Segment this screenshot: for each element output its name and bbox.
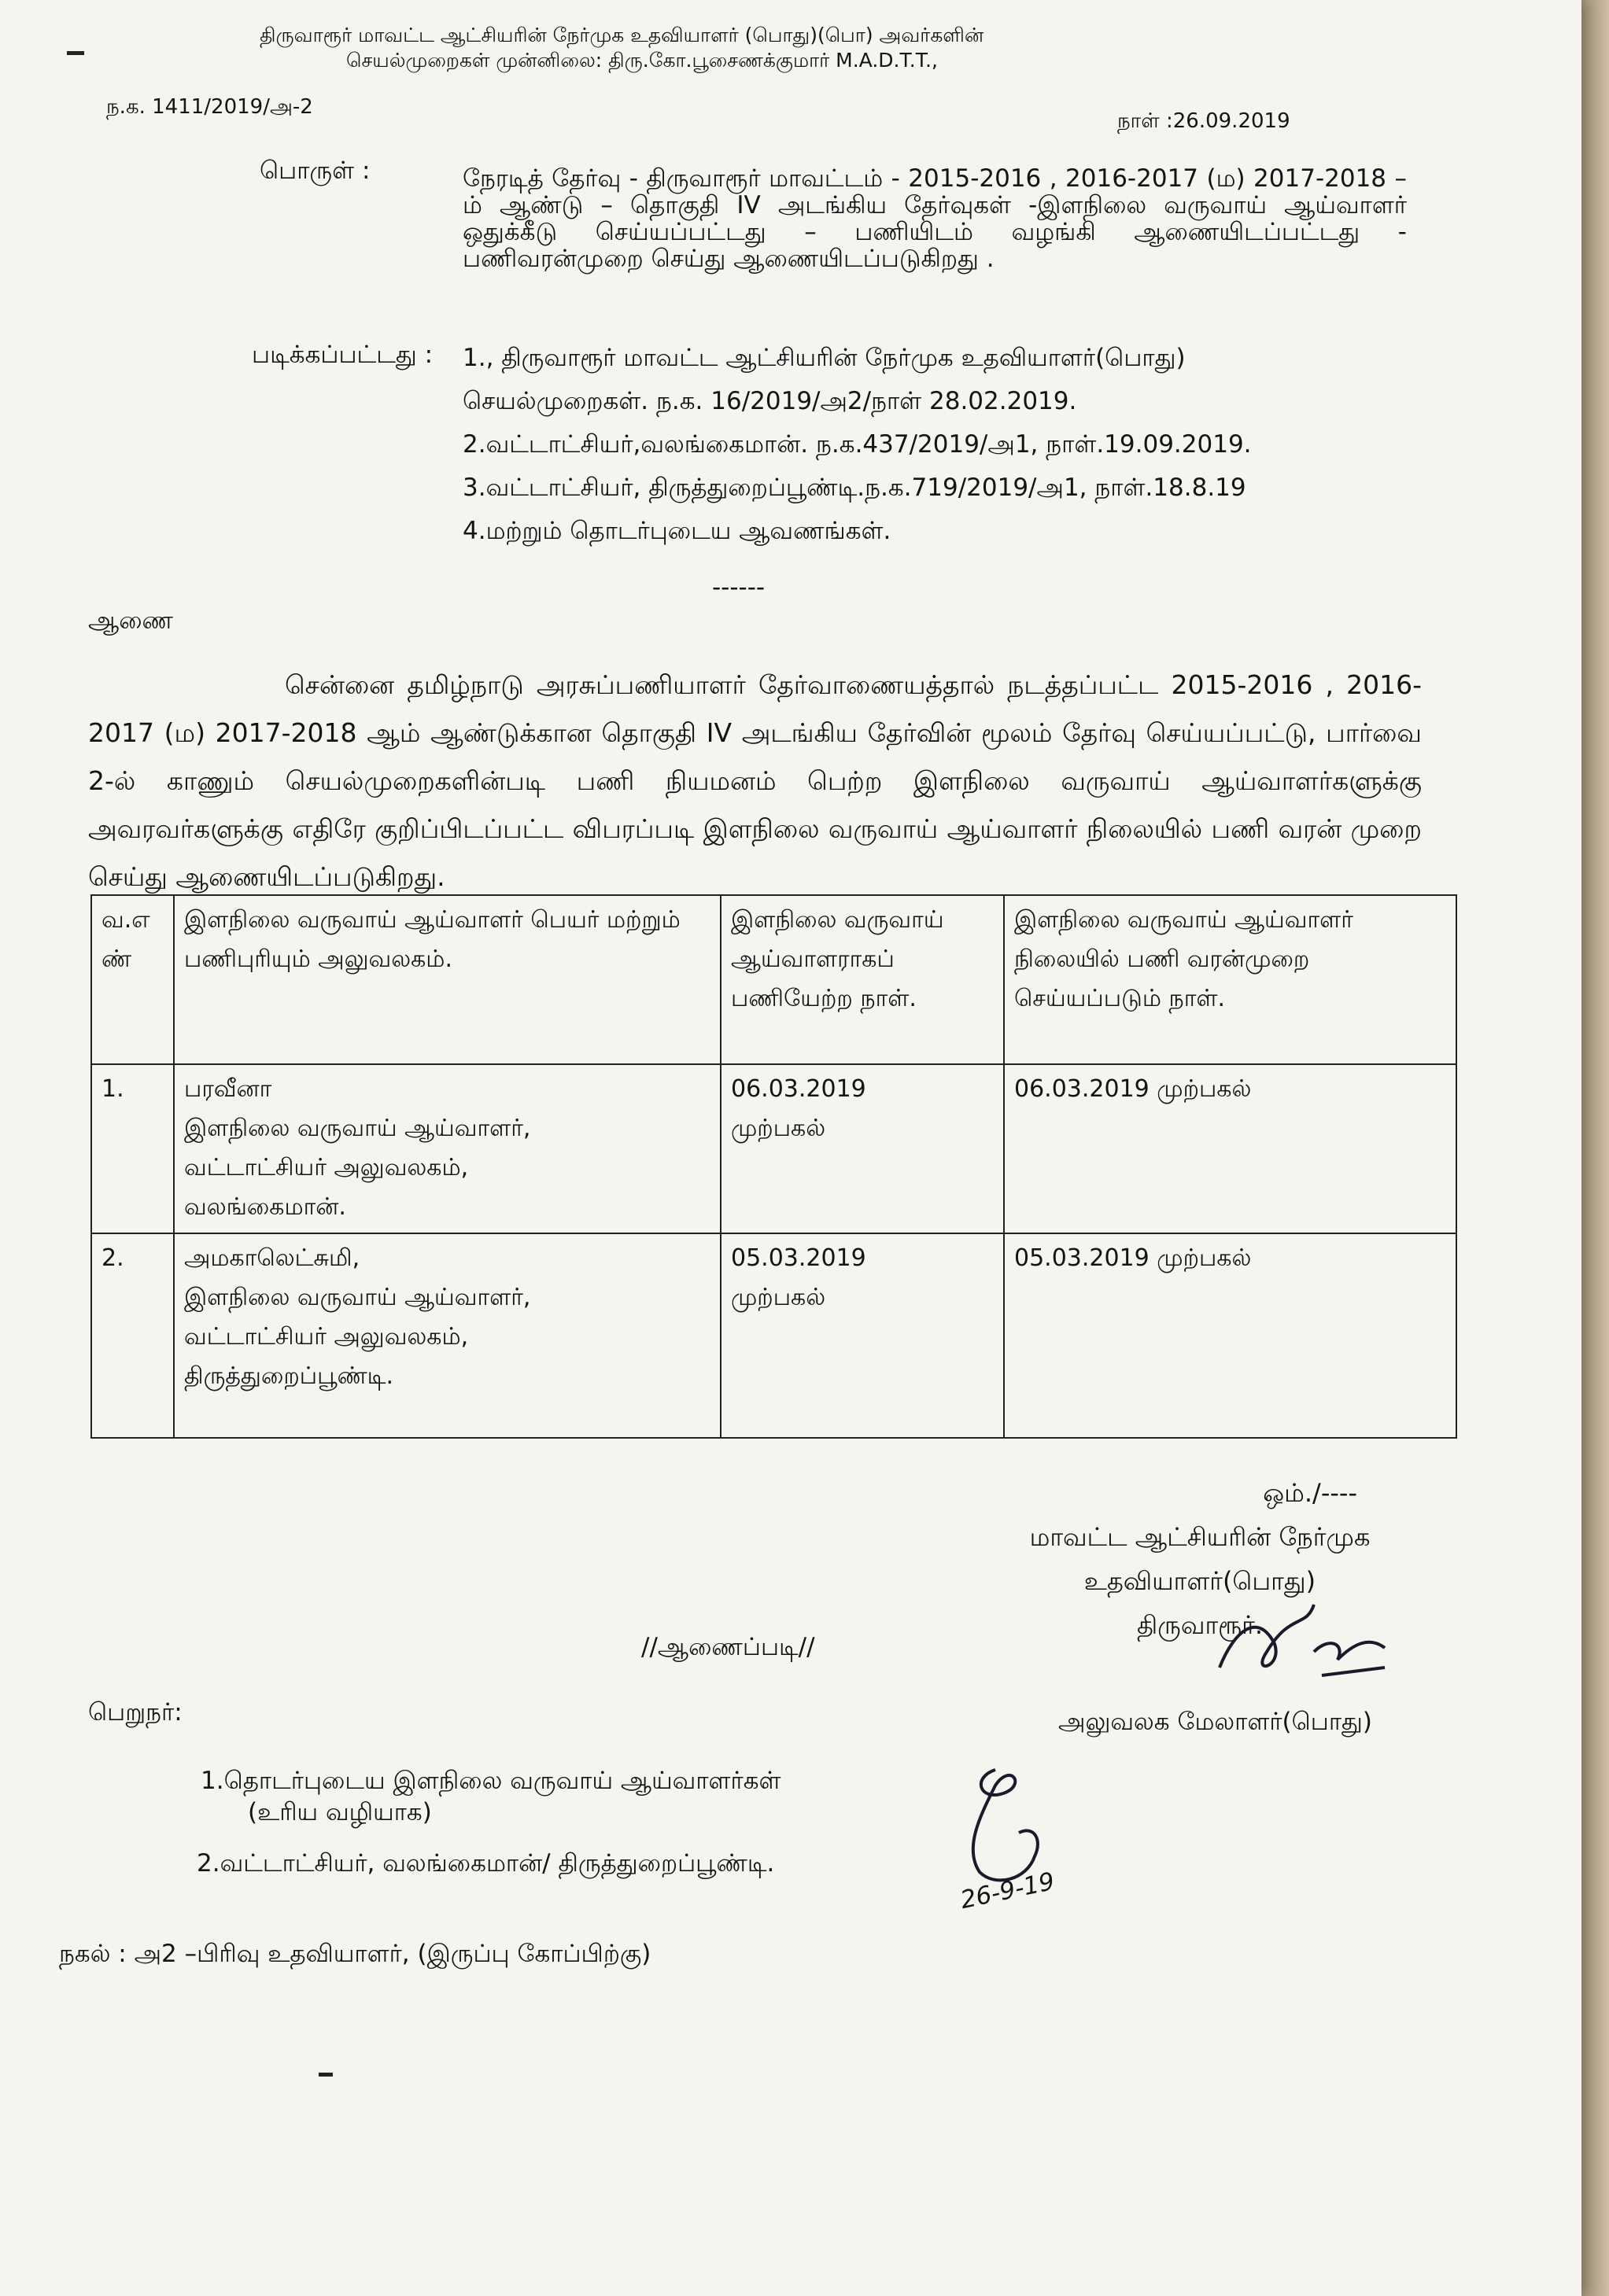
office-superintendent: அலுவலக மேலாளர்(பொது)	[1058, 1708, 1372, 1736]
order-body: சென்னை தமிழ்நாடு அரசுப்பணியாளர் தேர்வாணையத்தால் நடத்தப்பட்ட 2015-2016 , 2016-2017 (ம) 2017-2018 ஆம் ஆண்டுக்கான தொகுதி IV அடங்கிய தேர்வின் மூலம் தேர்வு செய்யப்பட்டு, பார்வை 2-ல் காணும் செயல்முறைகளின்படி பணி நியமனம் பெற்ற இளநிலை வருவாய் ஆய்வாளர்களுக்கு அவரவர்களுக்கு எதிரே குறிப்பிடப்பட்ட விபரப்படி இளநிலை வருவாய் ஆய்வாளர் நிலையில் பணி வரன் முறை செய்து ஆணையிடப்படுகிறது.	[88, 669, 1422, 892]
header-line-2: செயல்முறைகள் முன்னிலை: திரு.கோ.பூசைணக்குமார் M.A.D.T.T.,	[346, 49, 938, 72]
ink-mark	[319, 2073, 333, 2077]
references-list	[463, 337, 1430, 553]
handwritten-date: 26-9-19	[958, 1867, 1057, 1915]
recipient-item: 1.தொடர்புடைய இளநிலை வருவாய் ஆய்வாளர்கள்	[201, 1767, 781, 1795]
joining-date-value: 06.03.2019	[731, 1075, 866, 1103]
posting-table	[90, 894, 1457, 1439]
copy-to: நகல் : அ2 –பிரிவு உதவியாளர், (இருப்பு கோப்பிற்கு)	[59, 1940, 651, 1968]
reference-item: 1., திருவாரூர் மாவட்ட ஆட்சியரின் நேர்முக உதவியாளர்(பொது)	[463, 344, 1186, 372]
signatory-line-1: மாவட்ட ஆட்சியரின் நேர்முக	[1029, 1522, 1371, 1552]
officer-office: வட்டாட்சியர் அலுவலகம்,	[184, 1154, 469, 1181]
reference-item: 4.மற்றும் தொடர்புடைய ஆவணங்கள்.	[463, 517, 891, 545]
signatory-line-3: திருவாரூர்.	[1136, 1610, 1264, 1640]
ink-mark	[67, 51, 84, 55]
reference-number: ந.க. 1411/2019/அ-2	[106, 95, 313, 119]
joining-session: முற்பகல்	[731, 1115, 826, 1142]
row-name-office	[174, 1064, 721, 1233]
officer-place: திருத்துறைப்பூண்டி.	[184, 1362, 394, 1390]
officer-designation: இளநிலை வருவாய் ஆய்வாளர்,	[184, 1115, 531, 1142]
row-serial: 2.	[91, 1233, 174, 1438]
by-order: //ஆணைப்படி//	[641, 1633, 815, 1661]
officer-place: வலங்கைமான்.	[184, 1193, 346, 1221]
table-header-row	[91, 895, 1456, 1064]
officer-designation: இளநிலை வருவாய் ஆய்வாளர்,	[184, 1284, 531, 1311]
header-serial: வ.எ ண்	[91, 895, 174, 1064]
recipients-label: பெறுநர்:	[88, 1698, 183, 1727]
header-line-1: திருவாரூர் மாவட்ட ஆட்சியரின் நேர்முக உதவியாளர் (பொது)(பொ) அவர்களின்	[260, 24, 984, 46]
references-label: படிக்கப்பட்டது :	[252, 341, 434, 369]
signatory-line-2: உதவியாளர்(பொது)	[1083, 1566, 1316, 1596]
references-divider: ------	[712, 573, 766, 602]
table-row	[91, 1064, 1456, 1233]
recipient-item: (உரிய வழியாக)	[248, 1798, 432, 1826]
handwritten-initials	[1204, 1581, 1400, 1699]
row-regularisation-date: 05.03.2019 முற்பகல்	[1004, 1233, 1456, 1438]
desk-background	[1581, 0, 1609, 2296]
row-joining-date	[721, 1233, 1004, 1438]
row-serial: 1.	[91, 1064, 174, 1233]
subject-label: பொருள் :	[260, 157, 371, 185]
header-name-office: இளநிலை வருவாய் ஆய்வாளர் பெயர் மற்றும் பணிபுரியும் அலுவலகம்.	[174, 895, 721, 1064]
reference-item: 2.வட்டாட்சியர்,வலங்கைமான். ந.க.437/2019/அ1, நாள்.19.09.2019.	[463, 430, 1252, 459]
reference-item: செயல்முறைகள். ந.க. 16/2019/அ2/நாள் 28.02.2019.	[463, 387, 1077, 415]
row-name-office	[174, 1233, 721, 1438]
header-regularisation-date: இளநிலை வருவாய் ஆய்வாளர் நிலையில் பணி வரன்முறை செய்யப்படும் நாள்.	[1004, 895, 1456, 1064]
row-joining-date	[721, 1064, 1004, 1233]
joining-session: முற்பகல்	[731, 1284, 826, 1311]
recipient-item: 2.வட்டாட்சியர், வலங்கைமான்/ திருத்துறைப்பூண்டி.	[197, 1849, 775, 1878]
table-row	[91, 1233, 1456, 1438]
officer-office: வட்டாட்சியர் அலுவலகம்,	[184, 1323, 469, 1351]
officer-name: பரவீனா	[184, 1075, 272, 1103]
order-heading: ஆணை	[88, 606, 173, 635]
header-joining-date: இளநிலை வருவாய் ஆய்வாளராகப் பணியேற்ற நாள்.	[721, 895, 1004, 1064]
officer-name: அமகாலெட்சுமி,	[184, 1244, 360, 1272]
joining-date-value: 05.03.2019	[731, 1244, 866, 1272]
document-date: நாள் :26.09.2019	[1117, 109, 1290, 133]
signed-mark: ஒம்./----	[1263, 1478, 1357, 1508]
row-regularisation-date: 06.03.2019 முற்பகல்	[1004, 1064, 1456, 1233]
reference-item: 3.வட்டாட்சியர், திருத்துறைப்பூண்டி.ந.க.719/2019/அ1, நாள்.18.8.19	[463, 474, 1246, 502]
subject-text: நேரடித் தேர்வு - திருவாரூர் மாவட்டம் - 2015-2016 , 2016-2017 (ம) 2017-2018 – ம் ஆண்டு – தொகுதி IV அடங்கிய தேர்வுகள் -இளநிலை வருவாய் ஆய்வாளர் ஒதுக்கீடு செய்யப்பட்டது – பணியிடம் வழங்கி ஆணையிடப்பட்டது - பணிவரன்முறை செய்து ஆணையிடப்படுகிறது .	[463, 164, 1407, 273]
